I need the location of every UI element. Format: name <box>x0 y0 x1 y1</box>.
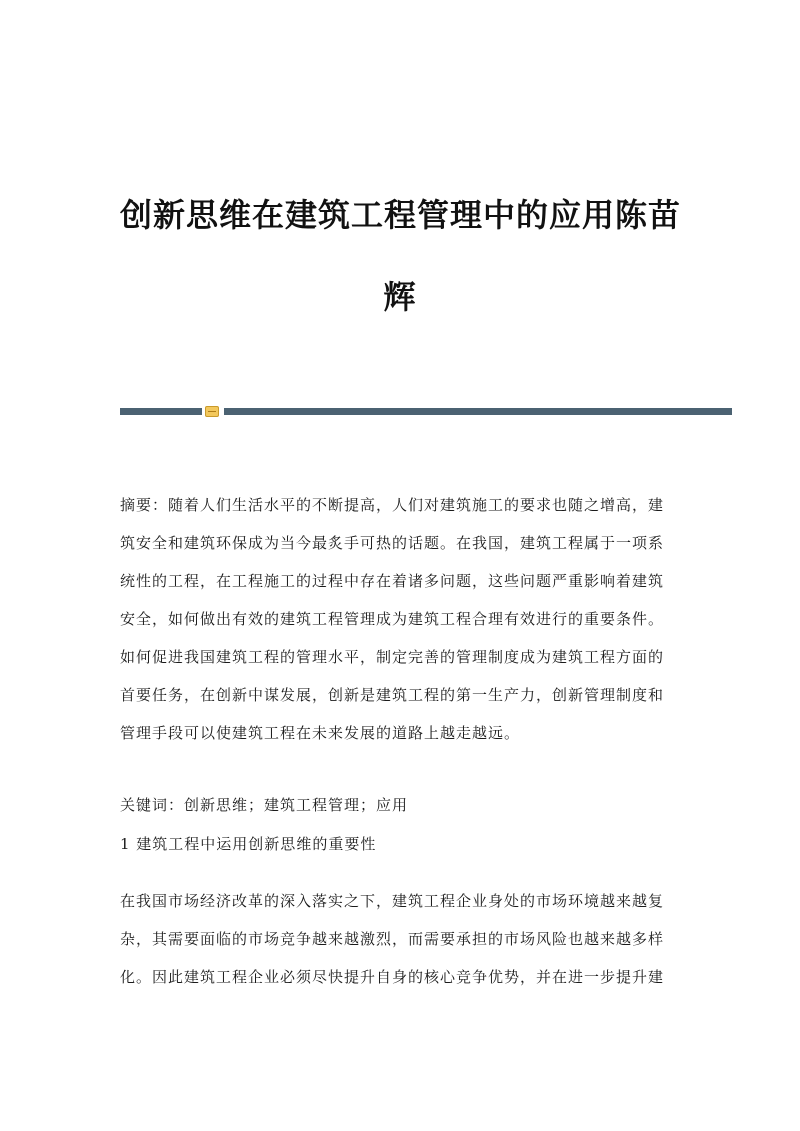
body-line: 在我国市场经济改革的深入落实之下，建筑工程企业身处的市场环境越来越复 <box>120 892 665 910</box>
abstract-line: 统性的工程，在工程施工的过程中存在着诸多问题，这些问题严重影响着建筑 <box>120 572 665 590</box>
abstract-paragraph <box>120 486 680 752</box>
abstract-line: 如何促进我国建筑工程的管理水平，制定完善的管理制度成为建筑工程方面的 <box>120 648 665 666</box>
section-1-body-paragraph <box>120 882 680 996</box>
section-1-heading <box>120 825 680 863</box>
title-divider-right <box>224 408 732 415</box>
abstract-line: 筑安全和建筑环保成为当今最炙手可热的话题。在我国，建筑工程属于一项系 <box>120 534 665 552</box>
keywords-line <box>120 786 680 824</box>
abstract-line: 安全，如何做出有效的建筑工程管理成为建筑工程合理有效进行的重要条件。 <box>120 610 665 628</box>
section-heading-text: 1 建筑工程中运用创新思维的重要性 <box>120 835 377 853</box>
body-line: 杂，其需要面临的市场竞争越来越激烈，而需要承担的市场风险也越来越多样 <box>120 930 665 948</box>
document-title-line-1: 创新思维在建筑工程管理中的应用陈苗 <box>120 196 682 234</box>
keywords-text: 关键词：创新思维；建筑工程管理；应用 <box>120 796 409 814</box>
title-divider-left <box>120 408 202 415</box>
document-title-line-2: 辉 <box>383 278 417 316</box>
abstract-line: 摘要：随着人们生活水平的不断提高，人们对建筑施工的要求也随之增高，建 <box>120 496 665 514</box>
abstract-line: 管理手段可以使建筑工程在未来发展的道路上越走越远。 <box>120 724 521 742</box>
body-line: 化。因此建筑工程企业必须尽快提升自身的核心竞争优势，并在进一步提升建 <box>120 968 665 986</box>
abstract-line: 首要任务，在创新中谋发展，创新是建筑工程的第一生产力，创新管理制度和 <box>120 686 665 704</box>
divider-ornament-icon <box>205 406 219 417</box>
